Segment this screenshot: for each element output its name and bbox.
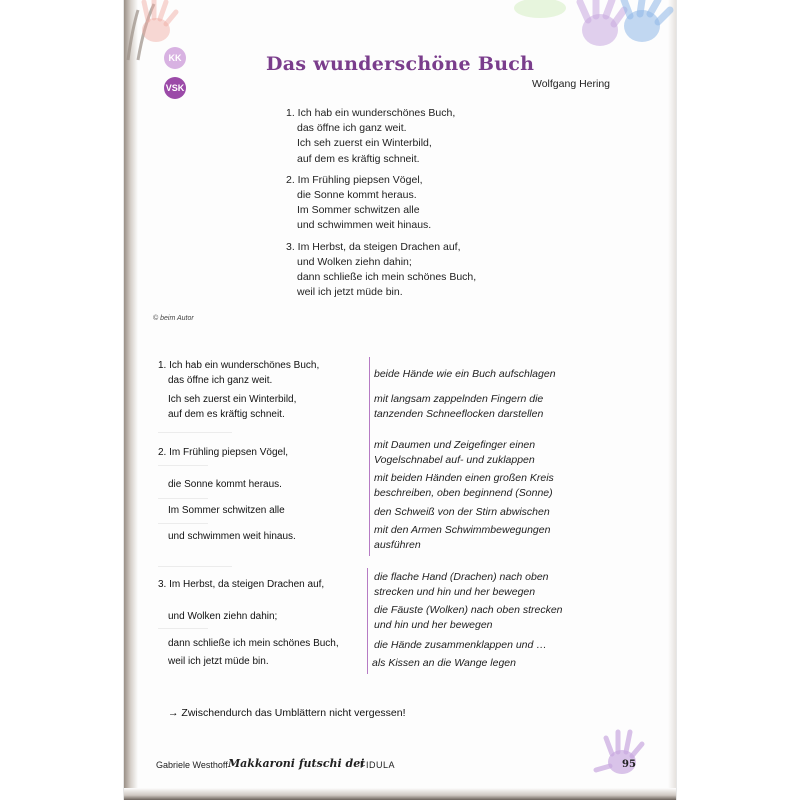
- table-action-line: mit Daumen und Zeigefinger einen: [374, 439, 536, 451]
- poem-line: und schwimmen weit hinaus.: [297, 219, 432, 232]
- copyright-note: © beim Autor: [153, 315, 194, 322]
- poem-line: 2. Im Frühling piepsen Vögel,: [286, 173, 423, 186]
- table-lyric-line: 3. Im Herbst, da steigen Drachen auf,: [158, 579, 325, 590]
- table-lyric-line: und schwimmen weit hinaus.: [168, 531, 296, 542]
- badge-kk: KK: [164, 47, 186, 69]
- row-divider: [158, 566, 232, 567]
- table-action-line: tanzenden Schneeflocken darstellen: [374, 408, 544, 420]
- poem-line: und Wolken ziehn dahin;: [297, 255, 412, 268]
- table-action-line: und hin und her bewegen: [374, 619, 493, 631]
- table-lyric-line: weil ich jetzt müde bin.: [168, 656, 269, 667]
- table-lyric-line: Ich seh zuerst ein Winterbild,: [168, 394, 297, 405]
- table-action-line: die flache Hand (Drachen) nach oben: [374, 571, 549, 583]
- row-divider: [158, 432, 232, 433]
- page-right-edge: [668, 0, 676, 800]
- table-action-line: Vogelschnabel auf- und zuklappen: [374, 454, 535, 466]
- column-divider: [367, 568, 368, 674]
- poem-line: die Sonne kommt heraus.: [297, 189, 417, 202]
- hint-note: → Zwischendurch das Umblättern nicht vergessen!: [168, 707, 406, 719]
- poem-line: 1. Ich hab ein wunderschönes Buch,: [286, 107, 456, 119]
- poem-line: 3. Im Herbst, da steigen Drachen auf,: [286, 240, 461, 253]
- table-action-line: mit den Armen Schwimmbewegungen: [374, 524, 551, 536]
- table-lyric-line: 2. Im Frühling piepsen Vögel,: [158, 447, 289, 458]
- row-divider: [158, 498, 208, 499]
- poem-stanza-3: [286, 240, 476, 301]
- book-spine: [124, 0, 138, 800]
- badge-vsk: VSK: [164, 77, 186, 99]
- table-action-line: beschreiben, oben beginnend (Sonne): [374, 487, 553, 499]
- table-action-line: als Kissen an die Wange legen: [372, 657, 516, 669]
- footer-publisher: FIDULA: [360, 760, 396, 770]
- poem-line: dann schließe ich mein schönes Buch,: [297, 271, 477, 284]
- page-title: Das wunderschöne Buch: [266, 53, 535, 75]
- footer-book-title: Makkaroni futschi dei: [228, 757, 365, 770]
- handprint-top-right-icon: [500, 0, 676, 60]
- table-action-line: die Hände zusammenklappen und …: [374, 639, 547, 651]
- poem-stanza-2: [286, 173, 476, 234]
- poem-line: Ich seh zuerst ein Winterbild,: [297, 137, 432, 150]
- author-name: Wolfgang Hering: [532, 78, 611, 90]
- page-bottom-edge: [124, 788, 676, 800]
- table-action-line: mit langsam zappelnden Fingern die: [374, 393, 544, 405]
- table-lyric-line: dann schließe ich mein schönes Buch,: [168, 638, 339, 649]
- table-action-line: die Fäuste (Wolken) nach oben strecken: [374, 604, 563, 616]
- handprint-bottom-right-icon: [592, 726, 652, 782]
- column-divider: [369, 357, 370, 556]
- poem-stanza-1: [286, 106, 476, 167]
- table-lyric-line: Im Sommer schwitzen alle: [168, 505, 285, 516]
- table-action-line: mit beiden Händen einen großen Kreis: [374, 472, 554, 484]
- poem-line: Im Sommer schwitzen alle: [297, 204, 420, 217]
- table-lyric-line: und Wolken ziehn dahin;: [168, 611, 278, 622]
- table-action-line: strecken und hin und her bewegen: [374, 586, 536, 598]
- poem-line: auf dem es kräftig schneit.: [297, 152, 420, 165]
- table-action-line: den Schweiß von der Stirn abwischen: [374, 506, 550, 518]
- table-lyric-line: die Sonne kommt heraus.: [168, 479, 282, 490]
- page-number: 95: [622, 759, 636, 770]
- table-lyric-line: das öffne ich ganz weit.: [168, 375, 273, 386]
- table-action-line: ausführen: [374, 539, 421, 551]
- poem-line: weil ich jetzt müde bin.: [297, 286, 403, 299]
- table-action-line: beide Hände wie ein Buch aufschlagen: [374, 368, 556, 380]
- footer-author: Gabriele Westhoff: [156, 760, 228, 770]
- row-divider: [158, 628, 208, 629]
- poem: [286, 106, 476, 306]
- row-divider: [158, 465, 208, 466]
- table-lyric-line: 1. Ich hab ein wunderschönes Buch,: [158, 360, 320, 371]
- poem-line: das öffne ich ganz weit.: [297, 122, 407, 135]
- row-divider: [158, 523, 208, 524]
- table-lyric-line: auf dem es kräftig schneit.: [168, 409, 285, 420]
